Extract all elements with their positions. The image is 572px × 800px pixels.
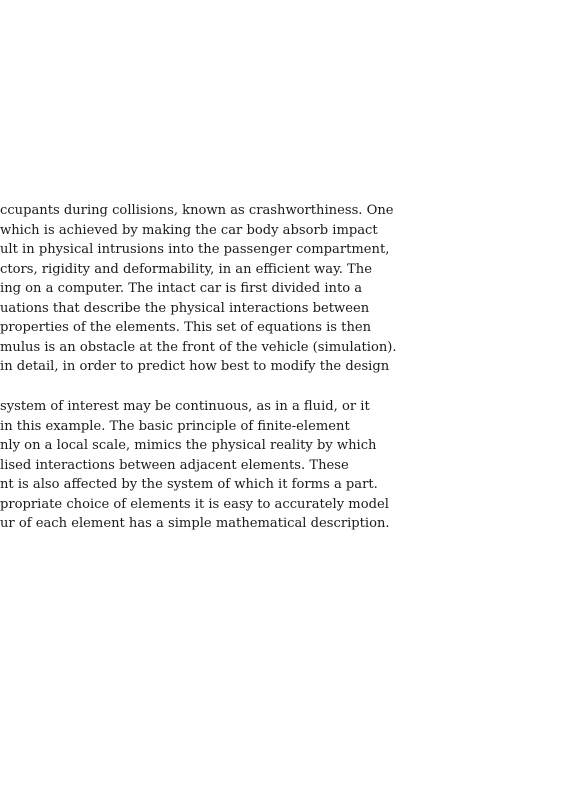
text-line: in this example. The basic principle of finite-element (0, 418, 350, 434)
text-line: ing on a computer. The intact car is first divided into a (0, 281, 363, 296)
paragraph-1 (0, 201, 397, 377)
text-line: ur of each element has a simple mathematical description. (0, 516, 390, 531)
text-line: in detail, in order to predict how best to modify the design (0, 359, 390, 374)
text-line: propriate choice of elements it is easy to accurately model (0, 496, 389, 512)
text-line: ctors, rigidity and deformability, in an efficient way. The (0, 261, 372, 277)
paragraph-2 (0, 397, 390, 534)
text-line: which is achieved by making the car body absorb impact (0, 222, 378, 238)
text-line: properties of the elements. This set of equations is then (0, 320, 372, 335)
text-line: ccupants during collisions, known as crashworthiness. One (0, 203, 394, 218)
text-line: mulus is an obstacle at the front of the vehicle (simulation). (0, 339, 397, 355)
text-line: uations that describe the physical interactions between (0, 300, 370, 316)
text-line: nly on a local scale, mimics the physical reality by which (0, 438, 377, 453)
text-line: system of interest may be continuous, as in a fluid, or it (0, 399, 370, 414)
text-line: nt is also affected by the system of which it forms a part. (0, 477, 378, 492)
text-line: lised interactions between adjacent elements. These (0, 457, 349, 473)
text-line: ult in physical intrusions into the passenger compartment, (0, 242, 390, 257)
